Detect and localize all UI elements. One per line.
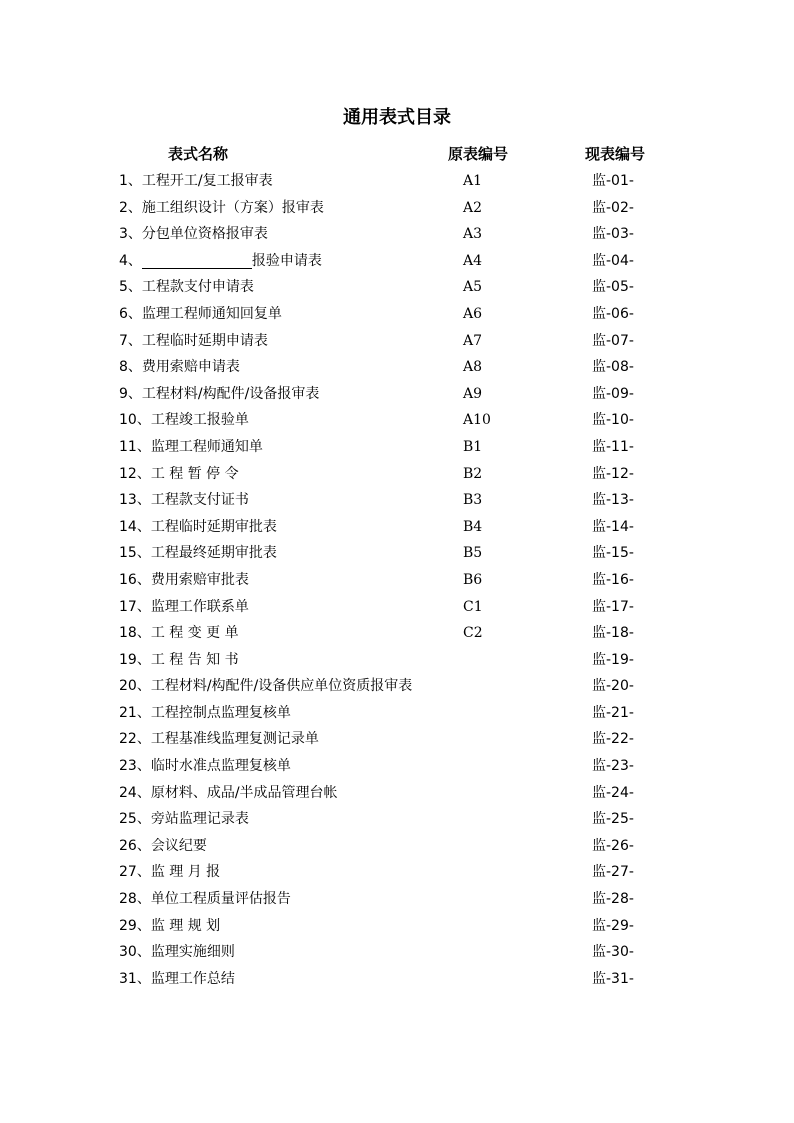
form-name: 监理工作联系单 bbox=[150, 598, 249, 615]
current-code-cell: 监-25- bbox=[592, 811, 634, 828]
table-row bbox=[0, 806, 794, 833]
form-name-cell bbox=[119, 753, 291, 780]
form-name: 工 程 暂 停 令 bbox=[150, 465, 239, 482]
row-index: 7、 bbox=[119, 332, 142, 349]
original-code-cell: B2 bbox=[463, 465, 483, 482]
row-index: 15、 bbox=[119, 545, 151, 562]
form-name: 临时水准点监理复核单 bbox=[150, 758, 291, 775]
row-index: 23、 bbox=[119, 758, 151, 775]
table-row bbox=[0, 833, 794, 860]
original-code-cell: A9 bbox=[463, 385, 483, 402]
original-code-cell: A1 bbox=[463, 173, 483, 189]
row-index: 12、 bbox=[119, 465, 151, 482]
form-name: 监理实施细则 bbox=[150, 944, 235, 961]
original-code-cell: B4 bbox=[463, 518, 483, 535]
form-name: 监理工作总结 bbox=[150, 970, 235, 987]
header-current-code: 现表编号 bbox=[585, 145, 646, 163]
header-form-name: 表式名称 bbox=[168, 145, 229, 163]
table-row bbox=[0, 647, 794, 674]
form-name-cell bbox=[119, 700, 291, 727]
form-name: 费用索赔审批表 bbox=[150, 571, 249, 588]
row-index: 18、 bbox=[119, 625, 151, 642]
table-row bbox=[0, 913, 794, 940]
original-code-cell: B3 bbox=[463, 492, 483, 509]
row-index: 25、 bbox=[119, 811, 151, 828]
current-code-cell: 监-16- bbox=[592, 571, 634, 588]
table-row bbox=[0, 248, 794, 275]
form-name: 单位工程质量评估报告 bbox=[150, 891, 291, 908]
original-code-cell: C1 bbox=[463, 598, 483, 615]
current-code-cell: 监-19- bbox=[592, 651, 634, 668]
current-code-cell: 监-14- bbox=[592, 518, 634, 535]
table-row bbox=[0, 434, 794, 461]
form-name: 报验申请表 bbox=[251, 252, 322, 269]
form-name-cell bbox=[119, 381, 319, 408]
table-row bbox=[0, 328, 794, 355]
table-row bbox=[0, 673, 794, 700]
form-name-cell bbox=[119, 461, 239, 488]
table-row bbox=[0, 753, 794, 780]
row-index: 11、 bbox=[119, 438, 151, 455]
table-row bbox=[0, 780, 794, 807]
current-code-cell: 监-03- bbox=[592, 226, 634, 243]
form-name-cell bbox=[119, 434, 263, 461]
current-code-cell: 监-13- bbox=[592, 492, 634, 509]
form-name-cell bbox=[119, 540, 277, 567]
row-index: 30、 bbox=[119, 944, 151, 961]
header-original-code: 原表编号 bbox=[448, 145, 509, 163]
row-index: 24、 bbox=[119, 784, 151, 801]
form-name-cell bbox=[119, 833, 207, 860]
form-name-cell bbox=[119, 168, 273, 195]
current-code-cell: 监-10- bbox=[592, 412, 634, 429]
table-row bbox=[0, 620, 794, 647]
current-code-cell: 监-07- bbox=[592, 332, 634, 349]
table-row bbox=[0, 886, 794, 913]
row-index: 3、 bbox=[119, 226, 142, 243]
table-row bbox=[0, 221, 794, 248]
row-index: 6、 bbox=[119, 305, 142, 322]
original-code-cell: B6 bbox=[463, 571, 483, 588]
form-name-cell bbox=[119, 407, 249, 434]
table-row bbox=[0, 700, 794, 727]
form-name-cell bbox=[119, 939, 235, 966]
row-index: 4、 bbox=[119, 252, 142, 269]
form-name-cell bbox=[119, 301, 282, 328]
row-index: 17、 bbox=[119, 598, 151, 615]
table-row bbox=[0, 301, 794, 328]
current-code-cell: 监-29- bbox=[592, 917, 634, 934]
form-name: 工程基准线监理复测记录单 bbox=[150, 731, 319, 748]
current-code-cell: 监-21- bbox=[592, 704, 634, 721]
current-code-cell: 监-05- bbox=[592, 279, 634, 296]
form-name-cell bbox=[119, 594, 249, 621]
form-name-cell bbox=[119, 647, 239, 674]
row-index: 29、 bbox=[119, 917, 151, 934]
form-name: 分包单位资格报审表 bbox=[141, 226, 268, 243]
form-name: 原材料、成品/半成品管理台帐 bbox=[150, 784, 338, 801]
original-code-cell: A5 bbox=[463, 279, 483, 296]
current-code-cell: 监-09- bbox=[592, 385, 634, 402]
row-index: 14、 bbox=[119, 518, 151, 535]
form-name-cell bbox=[119, 966, 235, 993]
row-index: 20、 bbox=[119, 678, 151, 695]
form-name-cell bbox=[119, 514, 277, 541]
table-row bbox=[0, 168, 794, 195]
current-code-cell: 监-01- bbox=[592, 173, 634, 189]
form-name-cell bbox=[119, 780, 338, 807]
row-index: 9、 bbox=[119, 385, 142, 402]
form-name: 工程款支付申请表 bbox=[141, 279, 254, 296]
original-code-cell: B5 bbox=[463, 545, 483, 562]
current-code-cell: 监-26- bbox=[592, 837, 634, 854]
table-row bbox=[0, 966, 794, 993]
form-name: 工程临时延期申请表 bbox=[141, 332, 268, 349]
form-name: 工程款支付证书 bbox=[150, 492, 249, 509]
original-code-cell: A3 bbox=[463, 226, 483, 243]
original-code-cell: A8 bbox=[463, 359, 483, 376]
form-name: 工程临时延期审批表 bbox=[150, 518, 277, 535]
form-name-cell bbox=[119, 354, 240, 381]
form-name: 工程开工/复工报审表 bbox=[141, 173, 273, 189]
current-code-cell: 监-22- bbox=[592, 731, 634, 748]
form-name: 工程竣工报验单 bbox=[150, 412, 249, 429]
table-row bbox=[0, 567, 794, 594]
current-code-cell: 监-06- bbox=[592, 305, 634, 322]
form-name-cell bbox=[119, 673, 412, 700]
row-index: 28、 bbox=[119, 891, 151, 908]
fill-in-blank-line bbox=[142, 250, 252, 269]
row-index: 26、 bbox=[119, 837, 151, 854]
form-name-cell bbox=[119, 274, 254, 301]
form-name-cell bbox=[119, 913, 220, 940]
current-code-cell: 监-27- bbox=[592, 864, 634, 881]
page-title: 通用表式目录 bbox=[343, 107, 451, 128]
form-name: 工 程 告 知 书 bbox=[150, 651, 239, 668]
original-code-cell: A2 bbox=[463, 199, 483, 216]
form-name: 监理工程师通知单 bbox=[150, 438, 263, 455]
row-index: 2、 bbox=[119, 199, 142, 216]
form-name: 费用索赔申请表 bbox=[141, 359, 240, 376]
current-code-cell: 监-04- bbox=[592, 252, 634, 269]
current-code-cell: 监-31- bbox=[592, 970, 634, 987]
current-code-cell: 监-18- bbox=[592, 625, 634, 642]
table-row bbox=[0, 859, 794, 886]
row-index: 10、 bbox=[119, 412, 151, 429]
row-index: 19、 bbox=[119, 651, 151, 668]
form-name: 工程最终延期审批表 bbox=[150, 545, 277, 562]
form-name-cell bbox=[119, 487, 249, 514]
original-code-cell: A4 bbox=[463, 252, 483, 269]
current-code-cell: 监-30- bbox=[592, 944, 634, 961]
table-row bbox=[0, 726, 794, 753]
current-code-cell: 监-15- bbox=[592, 545, 634, 562]
form-name: 会议纪要 bbox=[150, 837, 207, 854]
form-name: 工程材料/构配件/设备报审表 bbox=[141, 385, 320, 402]
row-index: 27、 bbox=[119, 864, 151, 881]
current-code-cell: 监-12- bbox=[592, 465, 634, 482]
current-code-cell: 监-23- bbox=[592, 758, 634, 775]
current-code-cell: 监-20- bbox=[592, 678, 634, 695]
form-name: 监 理 规 划 bbox=[150, 917, 221, 934]
original-code-cell: A6 bbox=[463, 305, 483, 322]
current-code-cell: 监-24- bbox=[592, 784, 634, 801]
current-code-cell: 监-02- bbox=[592, 199, 634, 216]
table-row bbox=[0, 407, 794, 434]
form-name: 监 理 月 报 bbox=[150, 864, 221, 881]
current-code-cell: 监-28- bbox=[592, 891, 634, 908]
current-code-cell: 监-17- bbox=[592, 598, 634, 615]
original-code-cell: A7 bbox=[463, 332, 483, 349]
table-row bbox=[0, 274, 794, 301]
current-code-cell: 监-11- bbox=[592, 438, 634, 455]
row-index: 1、 bbox=[119, 173, 142, 189]
form-name-cell bbox=[119, 221, 268, 248]
form-name: 工 程 变 更 单 bbox=[150, 625, 239, 642]
row-index: 13、 bbox=[119, 492, 151, 509]
row-index: 31、 bbox=[119, 970, 151, 987]
table-row bbox=[0, 381, 794, 408]
form-name-cell bbox=[119, 806, 249, 833]
table-row bbox=[0, 594, 794, 621]
original-code-cell: C2 bbox=[463, 625, 483, 642]
form-name-cell bbox=[119, 248, 322, 275]
form-name-cell bbox=[119, 567, 249, 594]
original-code-cell: A10 bbox=[463, 412, 491, 429]
table-row bbox=[0, 461, 794, 488]
form-list bbox=[0, 168, 794, 992]
form-name-cell bbox=[119, 726, 319, 753]
table-row bbox=[0, 939, 794, 966]
form-name: 工程控制点监理复核单 bbox=[150, 704, 291, 721]
table-header bbox=[0, 142, 794, 166]
table-row bbox=[0, 514, 794, 541]
form-name-cell bbox=[119, 328, 268, 355]
form-name: 工程材料/构配件/设备供应单位资质报审表 bbox=[150, 678, 413, 695]
form-name: 施工组织设计（方案）报审表 bbox=[141, 199, 324, 216]
table-row bbox=[0, 487, 794, 514]
row-index: 16、 bbox=[119, 571, 151, 588]
form-name: 监理工程师通知回复单 bbox=[141, 305, 282, 322]
table-row bbox=[0, 540, 794, 567]
row-index: 8、 bbox=[119, 359, 142, 376]
form-name: 旁站监理记录表 bbox=[150, 811, 249, 828]
table-row bbox=[0, 195, 794, 222]
row-index: 21、 bbox=[119, 704, 151, 721]
original-code-cell: B1 bbox=[463, 438, 483, 455]
form-name-cell bbox=[119, 886, 291, 913]
form-name-cell bbox=[119, 620, 239, 647]
form-name-cell bbox=[119, 195, 324, 222]
current-code-cell: 监-08- bbox=[592, 359, 634, 376]
row-index: 5、 bbox=[119, 279, 142, 296]
form-name-cell bbox=[119, 859, 220, 886]
table-row bbox=[0, 354, 794, 381]
row-index: 22、 bbox=[119, 731, 151, 748]
